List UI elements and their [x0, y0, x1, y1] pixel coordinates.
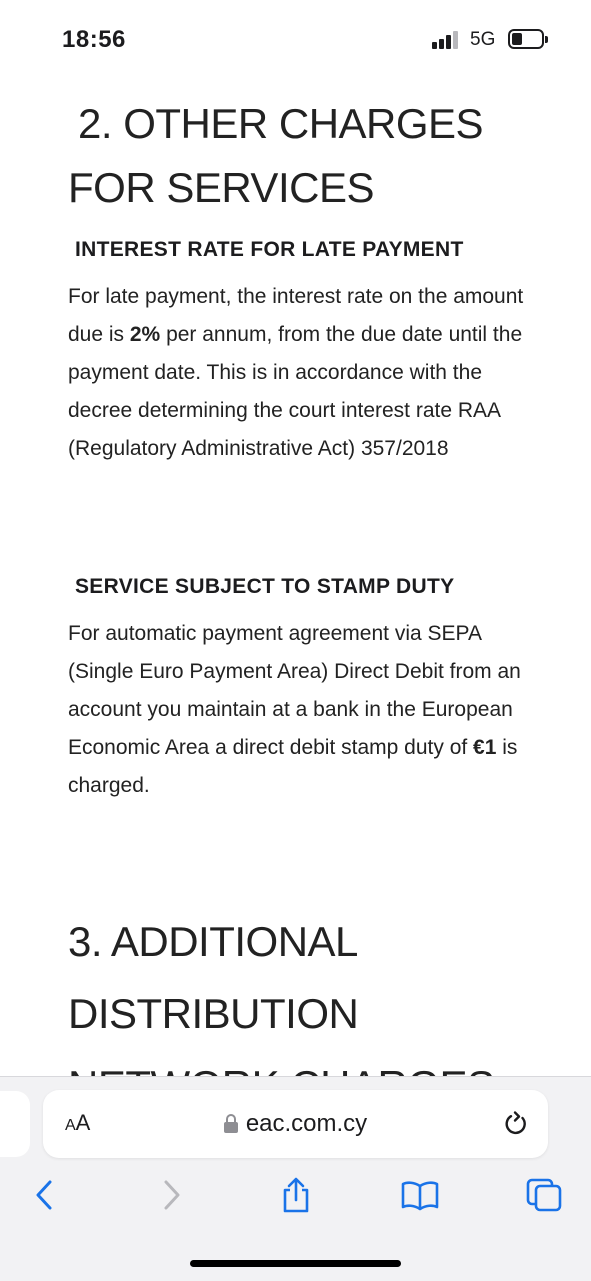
home-indicator[interactable]	[190, 1260, 401, 1267]
section-3-title-line-2: DISTRIBUTION	[68, 990, 359, 1037]
late-payment-heading: INTEREST RATE FOR LATE PAYMENT	[75, 238, 464, 261]
forward-chevron-icon	[162, 1179, 182, 1211]
url-display[interactable]	[43, 1110, 548, 1138]
tabs-icon	[525, 1177, 563, 1213]
stamp-duty-text: For automatic payment agreement via SEPA (Single Euro Payment Area) Direct Debit from an account you maintain at a bank in the European Economic Area a direct debit stamp duty of €1 is charged.	[68, 622, 521, 797]
previous-tab-preview[interactable]	[0, 1091, 30, 1157]
stamp-duty-heading: SERVICE SUBJECT TO STAMP DUTY	[75, 575, 455, 598]
share-button[interactable]	[274, 1173, 318, 1217]
section-3-title-line-1: 3. ADDITIONAL	[68, 918, 358, 965]
text-size-button[interactable]: AA	[65, 1110, 91, 1135]
reload-icon[interactable]	[502, 1109, 530, 1139]
browser-toolbar	[0, 1076, 591, 1281]
section-2-title-line-1: 2. OTHER CHARGES	[78, 100, 484, 147]
late-payment-rate: 2%	[129, 323, 161, 346]
back-button[interactable]	[22, 1173, 66, 1217]
section-2-title-line-2: FOR SERVICES	[68, 164, 374, 211]
status-time: 18:56	[62, 26, 126, 53]
lock-icon	[224, 1114, 238, 1133]
bookmarks-button[interactable]	[398, 1173, 442, 1217]
tabs-button[interactable]	[522, 1173, 566, 1217]
network-type: 5G	[470, 29, 496, 50]
back-chevron-icon	[34, 1179, 54, 1211]
url-text: eac.com.cy	[245, 1110, 368, 1137]
bookmarks-icon	[400, 1179, 440, 1211]
share-icon	[280, 1176, 312, 1214]
late-payment-text: For late payment, the interest rate on the amount due is 2% per annum, from the due date until the payment date. This is in accordance with the decree determining the court interest rate RAA (Regulatory Administrative Act) 357/2018	[68, 285, 524, 460]
stamp-duty-amount: €1	[473, 736, 497, 759]
address-bar[interactable]	[43, 1090, 548, 1158]
forward-button[interactable]	[150, 1173, 194, 1217]
